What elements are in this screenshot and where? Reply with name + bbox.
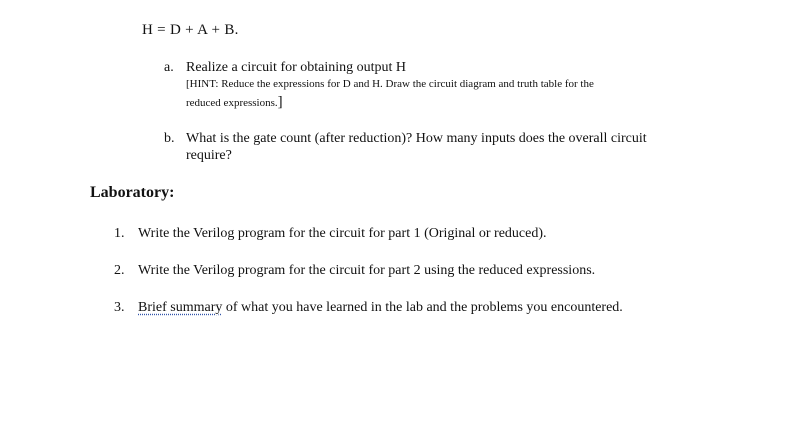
question-b-line2: require?: [186, 148, 232, 163]
lab-item-3-text: [138, 300, 623, 316]
lab-item-3-number: 3.: [114, 300, 125, 315]
lab-item-2-number: 2.: [114, 263, 125, 278]
lab-item-1-text: Write the Verilog program for the circuit for part 1 (Original or reduced).: [138, 226, 547, 241]
lab-item-3-rest: of what you have learned in the lab and the problems you encountered.: [222, 300, 623, 315]
lab-item-2-text: Write the Verilog program for the circuit for part 2 using the reduced expressions.: [138, 263, 596, 278]
laboratory-heading: Laboratory:: [90, 184, 175, 201]
question-a-hint-line1: [HINT: Reduce the expressions for D and H. Draw the circuit diagram and truth table for the: [186, 78, 594, 90]
question-b-line1: What is the gate count (after reduction)? How many inputs does the overall circuit: [186, 131, 647, 146]
hint-close-bracket: ]: [277, 94, 283, 110]
question-b-marker: b.: [164, 131, 175, 146]
lab-item-1-number: 1.: [114, 226, 125, 241]
lab-item-3-emphasis: Brief summary: [138, 300, 223, 315]
question-a-text: Realize a circuit for obtaining output H: [186, 60, 407, 75]
question-a-hint-line2: [186, 93, 283, 112]
question-a-marker: a.: [164, 60, 174, 75]
hint-line2-text: reduced expressions.: [186, 97, 278, 109]
equation: H = D + A + B.: [142, 22, 239, 38]
